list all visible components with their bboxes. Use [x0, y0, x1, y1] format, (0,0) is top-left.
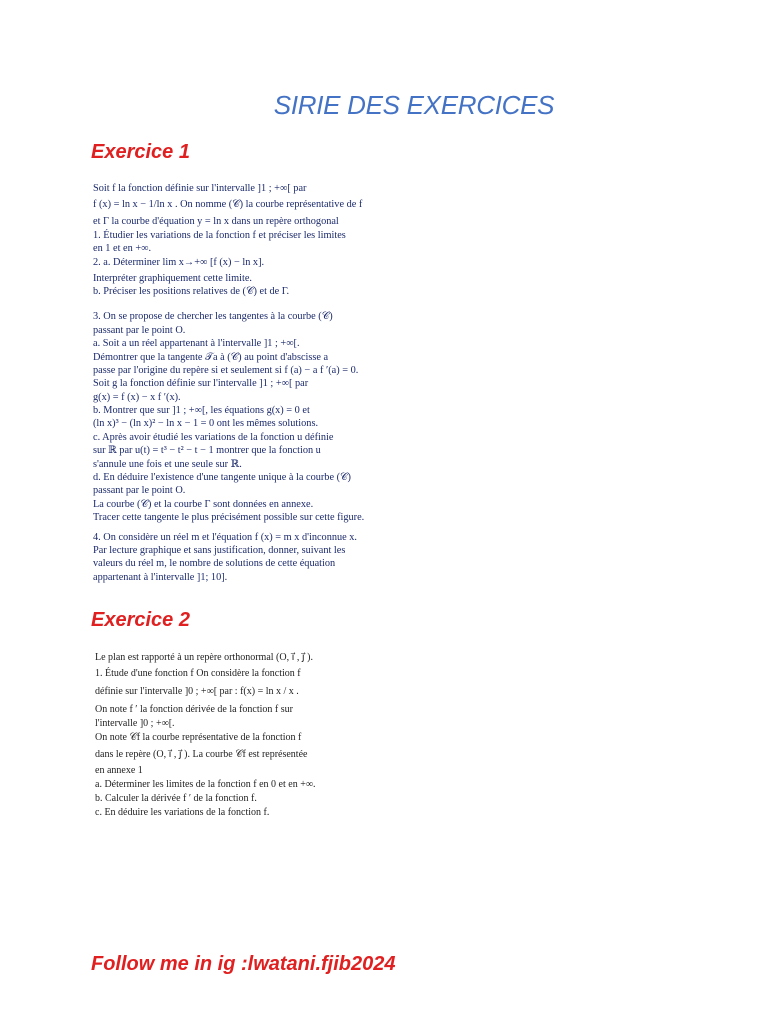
- ex1-line: f (x) = ln x − 1/ln x . On nomme (𝒞) la courbe représentative de f: [93, 199, 363, 211]
- ex2-line: b. Calculer la dérivée f ′ de la fonction f.: [95, 793, 257, 804]
- ex1-line: 1. Étudier les variations de la fonction f et préciser les limites: [93, 229, 346, 241]
- ex2-line: 1. Étude d'une fonction f On considère la fonction f: [95, 668, 301, 679]
- ex1-line: en 1 et en +∞.: [93, 243, 152, 255]
- ex1-line: a. Soit a un réel appartenant à l'intervalle ]1 ; +∞[.: [93, 338, 300, 350]
- exercise-1-heading: Exercice 1: [91, 141, 190, 163]
- ex2-line: Le plan est rapporté à un repère orthonormal (O, i⃗ , j⃗ ).: [95, 652, 313, 663]
- ex1-line: d. En déduire l'existence d'une tangente unique à la courbe (𝒞): [93, 472, 351, 484]
- ex1-line: Par lecture graphique et sans justification, donner, suivant les: [93, 544, 346, 556]
- ex1-line: g(x) = f (x) − x f ′(x).: [93, 391, 181, 403]
- ex1-line: b. Montrer que sur ]1 ; +∞[, les équations g(x) = 0 et: [93, 405, 310, 417]
- ex2-line: On note f ′ la fonction dérivée de la fonction f sur: [95, 704, 293, 715]
- footer-instagram-handle: Follow me in ig :lwatani.fjib2024: [91, 953, 396, 975]
- ex1-line: passant par le point O.: [93, 485, 186, 497]
- ex1-line: valeurs du réel m, le nombre de solutions de cette équation: [93, 558, 336, 570]
- ex2-line: On note 𝒞f la courbe représentative de la fonction f: [95, 732, 302, 743]
- ex1-line: Soit g la fonction définie sur l'intervalle ]1 ; +∞[ par: [93, 378, 309, 390]
- ex1-line: La courbe (𝒞) et la courbe Γ sont données en annexe.: [93, 498, 314, 510]
- ex2-line: dans le repère (O, i⃗ , j⃗ ). La courbe 𝒞f est représentée: [95, 749, 308, 760]
- document-title: SIRIE DES EXERCICES: [273, 90, 555, 120]
- ex1-line: et Γ la courbe d'équation y = ln x dans un repère orthogonal: [93, 216, 339, 228]
- ex1-line: appartenant à l'intervalle ]1; 10].: [93, 571, 228, 583]
- ex2-line: l'intervalle ]0 ; +∞[.: [95, 718, 175, 729]
- ex1-line: Démontrer que la tangente 𝒯a à (𝒞) au point d'abscisse a: [93, 351, 329, 363]
- ex2-line: c. En déduire les variations de la fonction f.: [95, 807, 270, 818]
- ex1-line: sur ℝ par u(t) = t³ − t² − t − 1 montrer que la fonction u: [93, 445, 321, 457]
- ex1-line: passant par le point O.: [93, 324, 186, 336]
- ex2-line: a. Déterminer les limites de la fonction f en 0 et en +∞.: [95, 779, 316, 790]
- ex1-line: s'annule une fois et une seule sur ℝ.: [93, 458, 242, 470]
- ex2-line: définie sur l'intervalle ]0 ; +∞[ par : f(x) = ln x / x .: [95, 686, 299, 697]
- ex1-line: 3. On se propose de chercher les tangentes à la courbe (𝒞): [93, 311, 333, 323]
- spacer: [93, 298, 364, 310]
- ex1-line: c. Après avoir étudié les variations de la fonction u définie: [93, 431, 334, 443]
- ex1-line: 2. a. Déterminer lim x→+∞ [f (x) − ln x].: [93, 256, 265, 268]
- ex1-line: passe par l'origine du repère si et seulement si f (a) − a f ′(a) = 0.: [93, 364, 359, 376]
- ex2-line: en annexe 1: [95, 765, 143, 776]
- exercise-1-body: [93, 182, 364, 584]
- ex1-line: b. Préciser les positions relatives de (𝒞) et de Γ.: [93, 285, 290, 297]
- ex1-line: (ln x)³ − (ln x)² − ln x − 1 = 0 ont les mêmes solutions.: [93, 418, 319, 430]
- ex1-line: 4. On considère un réel m et l'équation f (x) = m x d'inconnue x.: [93, 531, 358, 543]
- exercise-2-heading: Exercice 2: [91, 609, 190, 631]
- ex1-line: Soit f la fonction définie sur l'intervalle ]1 ; +∞[ par: [93, 183, 307, 194]
- exercise-2-body: [95, 648, 315, 820]
- ex1-line: Tracer cette tangente le plus précisément possible sur cette figure.: [93, 512, 365, 524]
- ex1-line: Interpréter graphiquement cette limite.: [93, 272, 252, 284]
